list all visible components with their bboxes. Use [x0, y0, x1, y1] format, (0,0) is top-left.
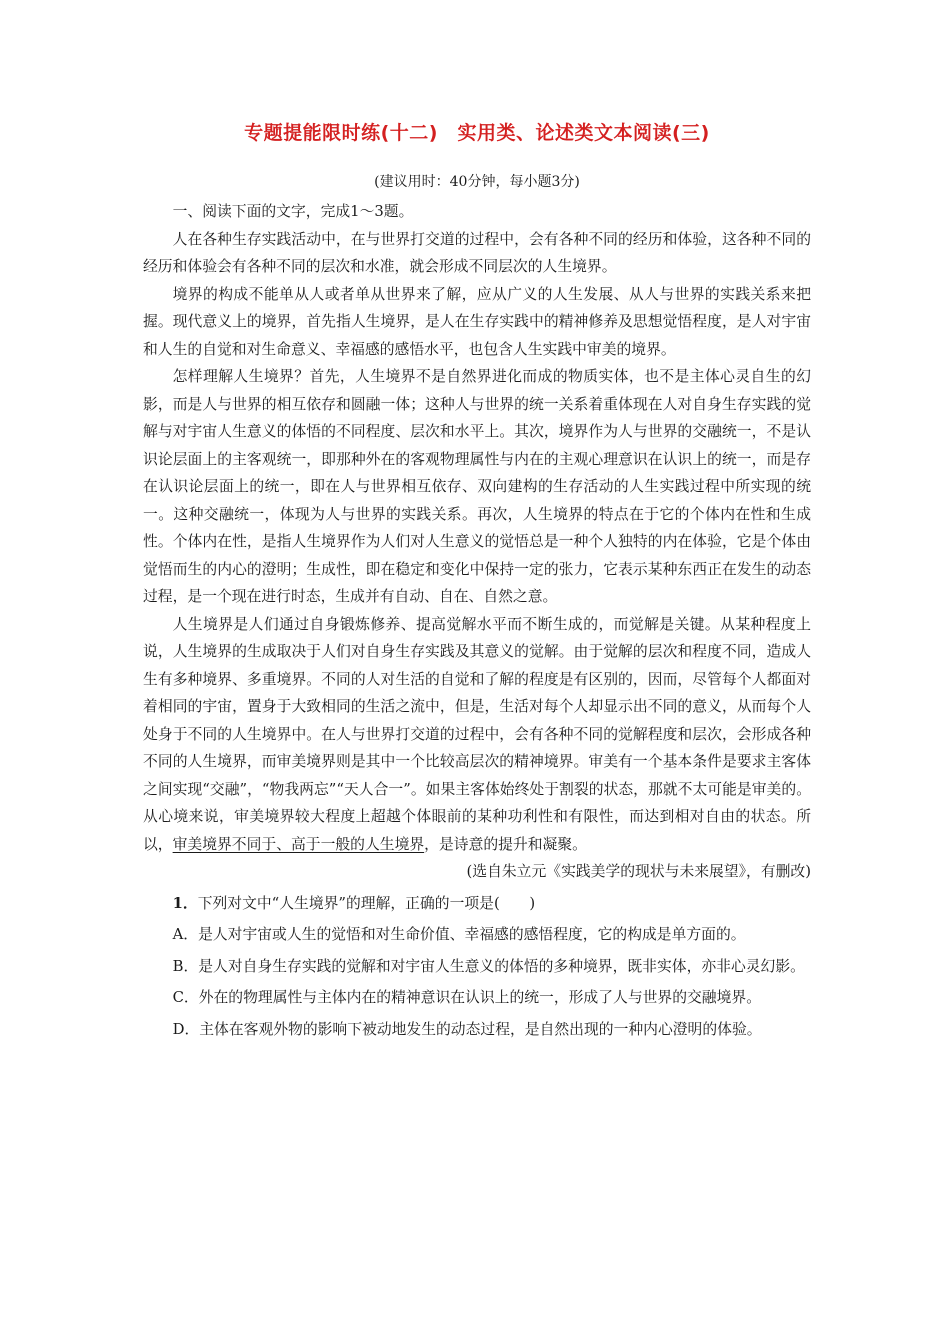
source-citation: (选自朱立元《实践美学的现状与未来展望》，有删改) [466, 863, 811, 880]
paragraph-4-text: 人生境界是人们通过自身锻炼修养、提高觉解水平而不断生成的，而觉解是关键。从某种程度上说，人生境界的生成取决于人们对自身生存实践及其意义的觉解。由于觉解的层次和程度不同，造成人生有多种境界、多重境界。不同的人对生活的自觉和了解的程度是有区别的，因而，尽管每个人都面对着相同的宇宙，置身于大致相同的生活之流中，但是，生活对每个人却显示出不同的意义，从而每个人处身于不同的人生境界中。在人与世界打交道的过程中，会有各种不同的觉解程度和层次，会形成各种不同的人生境界，而审美境界则是其中一个比较高层次的精神境界。审美有一个基本条件是要求主客体之间实现“交融”，“物我两忘”“天人合一”。如果主客体始终处于割裂的状态，那就不太可能是审美的。从心境来说，审美境界较大程度上超越个体眼前的某种功利性和有限性，而达到相对自由的状态。所以， [143, 615, 811, 853]
question-number: 1． [172, 894, 198, 912]
question-stem: 下列对文中“人生境界”的理解，正确的一项是( ) [197, 894, 536, 912]
underlined-sentence: 审美境界不同于、高于一般的人生境界 [172, 835, 425, 853]
paragraph-2: 境界的构成不能单从人或者单从世界来了解，应从广义的人生发展、从人与世界的实践关系来把握。现代意义上的境界，首先指人生境界，是人在生存实践中的精神修养及思想觉悟程度，是人对宇宙和人生的自觉和对生命意义、幸福感的感悟水平，也包含人生实践中审美的境界。 [143, 285, 811, 358]
option-a: A．是人对宇宙或人生的觉悟和对生命价值、幸福感的感悟程度，它的构成是单方面的。 [172, 926, 746, 943]
option-d: D．主体在客观外物的影响下被动地发生的动态过程，是自然出现的一种内心澄明的体验。 [172, 1020, 762, 1038]
paragraph-4-ending: ，是诗意的提升和凝聚。 [424, 835, 587, 853]
paragraph-1: 人在各种生存实践活动中，在与世界打交道的过程中，会有各种不同的经历和体验，这各种不同的经历和体验会有各种不同的层次和水准，就会形成不同层次的人生境界。 [143, 230, 811, 275]
paragraph-3: 怎样理解人生境界？首先，人生境界不是自然界进化而成的物质实体，也不是主体心灵自生的幻影，而是人与世界的相互依存和圆融一体；这种人与世界的统一关系着重体现在人对自身生存实践的觉解与对宇宙人生意义的体悟的不同程度、层次和水平上。其次，境界作为人与世界的交融统一，不是认识论层面上的主客观统一，即那种外在的客观物理属性与内在的主观心理意识在认识上的统一，而是存在认识论层面上的统一，即在人与世界相互依存、双向建构的生存活动的人生实践过程中所实现的统一。这种交融统一，体现为人与世界的实践关系。再次，人生境界的特点在于它的个体内在性和生成性。个体内在性，是指人生境界作为人们对人生意义的觉悟总是一种个人独特的内在体验，它是个体由觉悟而生的内心的澄明；生成性，即在稳定和变化中保持一定的张力，它表示某种东西正在发生的动态过程，是一个现在进行时态，生成并有自动、自在、自然之意。 [143, 368, 811, 605]
time-suggestion: (建议用时：40分钟，每小题3分) [374, 174, 580, 190]
option-c: C．外在的物理属性与主体内在的精神意识在认识上的统一，形成了人与世界的交融境界。 [172, 989, 761, 1006]
page-title: 专题提能限时练(十二) 实用类、论述类文本阅读(三) [244, 122, 710, 144]
paragraph-4 [143, 611, 811, 859]
question-1 [143, 890, 811, 918]
section-intro: 一、阅读下面的文字，完成1～3题。 [172, 203, 414, 220]
option-b: B．是人对自身生存实践的觉解和对宇宙人生意义的体悟的多种境界，既非实体，亦非心灵幻影。 [172, 957, 805, 975]
document-page [143, 118, 811, 1043]
